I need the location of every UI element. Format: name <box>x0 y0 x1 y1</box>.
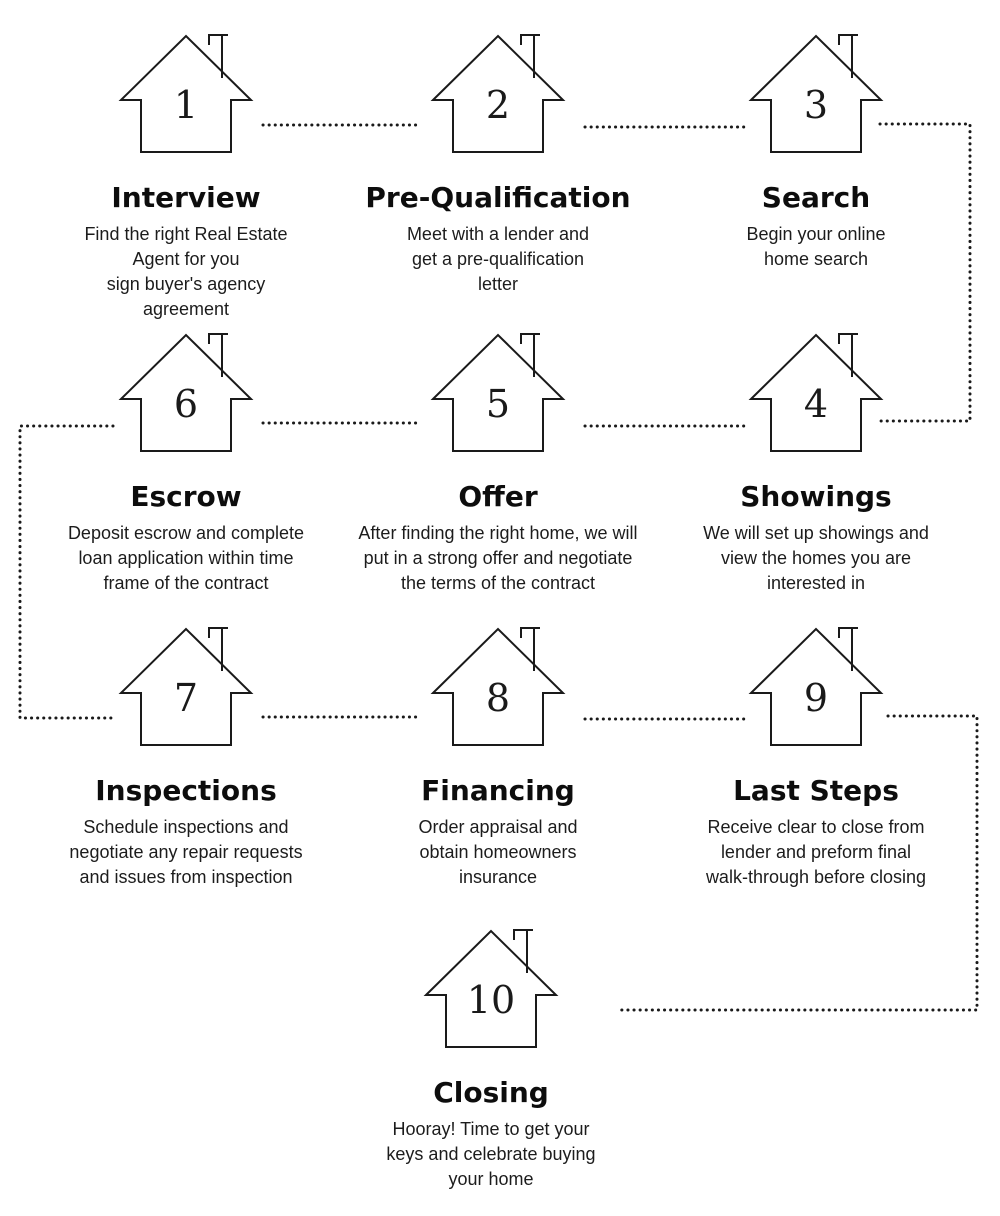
step-number: 10 <box>466 978 516 1022</box>
step-1-interview <box>26 34 346 322</box>
step-number: 3 <box>803 83 829 127</box>
step-number: 2 <box>485 83 511 127</box>
step-number: 6 <box>173 382 199 426</box>
step-title: Interview <box>111 181 261 214</box>
step-title: Financing <box>421 774 575 807</box>
step-number: 5 <box>485 382 511 426</box>
step-7-inspections <box>26 627 346 890</box>
step-description: Order appraisal and obtain homeowners insurance <box>418 817 578 887</box>
step-title: Inspections <box>95 774 277 807</box>
step-description: Begin your online home search <box>746 224 886 269</box>
step-number: 9 <box>803 676 829 720</box>
step-description: Receive clear to close from lender and preform final walk-through before closing <box>705 817 927 887</box>
step-number: 7 <box>173 676 199 720</box>
step-number: 1 <box>173 83 199 127</box>
step-description: We will set up showings and view the homes you are interested in <box>703 523 929 593</box>
step-8-financing <box>338 627 658 890</box>
step-title: Closing <box>433 1076 549 1109</box>
step-number: 8 <box>485 676 511 720</box>
step-title: Showings <box>740 480 892 513</box>
house-icon <box>431 627 565 749</box>
step-2-pre-qualification <box>338 34 658 297</box>
house-icon <box>431 34 565 156</box>
step-description: Meet with a lender and get a pre-qualification letter <box>406 224 590 294</box>
step-9-last-steps <box>656 627 976 890</box>
step-description: Hooray! Time to get your keys and celebrate buying your home <box>386 1119 596 1189</box>
house-icon <box>749 333 883 455</box>
step-3-search <box>656 34 976 272</box>
step-4-showings <box>656 333 976 596</box>
step-title: Offer <box>458 480 538 513</box>
step-10-closing <box>331 929 651 1192</box>
step-description: After finding the right home, we will put in a strong offer and negotiate the terms of the contract <box>358 523 638 593</box>
step-description: Deposit escrow and complete loan application within time frame of the contract <box>67 523 305 593</box>
house-icon <box>424 929 558 1051</box>
step-number: 4 <box>803 382 829 426</box>
house-icon <box>749 34 883 156</box>
house-icon <box>749 627 883 749</box>
house-icon <box>431 333 565 455</box>
step-title: Search <box>761 181 871 214</box>
step-title: Pre-Qualification <box>365 181 631 214</box>
step-description: Find the right Real Estate Agent for you sign buyer's agency agreement <box>84 224 288 319</box>
step-title: Last Steps <box>733 774 899 807</box>
step-6-escrow <box>26 333 346 596</box>
step-description: Schedule inspections and negotiate any repair requests and issues from inspection <box>69 817 303 887</box>
house-icon <box>119 34 253 156</box>
step-5-offer <box>338 333 658 596</box>
house-icon <box>119 627 253 749</box>
house-icon <box>119 333 253 455</box>
step-title: Escrow <box>130 480 242 513</box>
